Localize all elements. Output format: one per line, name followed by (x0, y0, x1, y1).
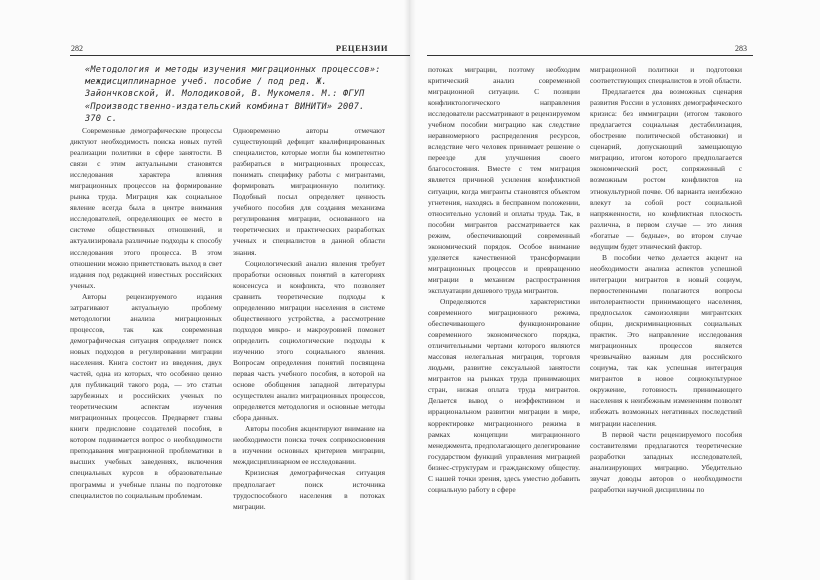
review-heading: «Методология и методы изучения миграционных процессов»: междисциплинарное учеб. пособие / под ред. Ж. Зайончковской, И. Молодиковой, В. Мукомеля. М.: ФГУП «Производственно-издательский комбинат ВИНИТИ» 2007. 370 с. (85, 65, 381, 124)
paragraph: Определяются характеристики современного миграционного режима, обеспечивающего функционирование современного экономического порядка, отличительными чертами которого являются массовая нелегальная миграция, торговля людьми, развитие сексуальной занятости мигрантов на рынках труда принимающих стран, низкая оплата труда мигрантов. Делается вывод о неэффективном и иррациональном развитии миграции в мире, корректировке миграционного режима в рамках концепции миграционного менеджмента, предполагающего делегирование государством функций управления миграцией бизнес-структурам и гражданскому обществу. С нашей точки зрения, здесь уместно добавить социальную работу в сфере (428, 296, 580, 494)
paragraph: Кризисная демографическая ситуация предполагает поиск источника трудоспособного населения в потоках миграции. (233, 468, 385, 511)
paragraph: В пособии четко делается акцент на необходимости анализа аспектов успешной интеграции мигрантов в новый социум, первостепенными полагаются вопросы интолерантности принимающего населения, предпосылок самоизоляции мигрантских общин, дискриминационных социальных практик. Это направление исследования миграционных процессов является чрезвычайно важным для российского социума, так как успешная интеграция мигрантов в новое социокультурное окружение, готовность принимающего населения к неизбежным изменениям позволят избежать возможных негативных последствий миграции населения. (590, 252, 742, 428)
paragraph: Авторы рецензируемого издания затрагивают актуальную проблему методологии анализа миграционных процессов, так как современная демографическая ситуация определяет поиск новых подходов в регулировании миграции населения. Книга состоит из введения, двух частей, одна из которых, что особенно ценно для публикаций такого рода, — это статьи зарубежных и российских ученых по теоретическим аспектам изучения миграционных процессов. Предваряет главы книги предисловие создателей пособия, в котором поднимается вопрос о необходимости преподавания миграционной проблематики в высших учебных заведениях, включения специальных курсов в образовательные программы и учебные планы по подготовке специалистов по социальным проблемам. (70, 291, 222, 500)
section-title: РЕЦЕНЗИИ (335, 43, 389, 53)
paragraph: В первой части рецензируемого пособия составителями предлагаются теоретические разработки западных исследователей, анализирующих миграцию. Убедительно звучат доводы авторов о необходимости разработки научной дисциплины по (590, 429, 742, 494)
right-column-1 (428, 64, 580, 564)
right-page (410, 0, 820, 580)
paragraph: Современные демографические процессы диктуют необходимость поиска новых путей реализации политики в сфере занятости. В связи с этим актуальными становятся исследования характера влияния миграционных процессов на формирование рынка труда. Миграция как социальное явление всегда была в центре внимания исследователей, определяющих ее место в системе общественных отношений, и актуализировала различные подходы к способу исследования этого процесса. В этом отношении можно приветствовать выход в свет издания под редакцией известных российских ученых. (70, 126, 222, 290)
right-column-2 (590, 64, 742, 564)
header-rule-right (427, 55, 753, 56)
page-number-left: 282 (71, 44, 83, 53)
left-column-2 (233, 125, 385, 565)
book-gutter (404, 0, 416, 580)
paragraph: Предлагается два возможных сценария развития России в условиях демографического кризиса: без иммиграции (итогом такового предлагается социальная дестабилизация, обострение политической обстановки) и сценарий, допускающий замещающую миграцию, итогом которого предполагается экономический рост, сопряженный с возможным ростом конфликтов на этнокультурной почве. Об варианта неизбежно влекут за собой рост социальной напряженности, но конфликтная плоскость различна, в первом случае — это линия «богатые — бедные», во втором случае ведущим будет этнический фактор. (590, 87, 742, 251)
paragraph: Одновременно авторы отмечают существующий дефицит квалифицированных специалистов, которые могли бы компетентно разбираться в миграционных процессах, понимать специфику работы с мигрантами, формировать миграционную политику. Подобный посыл определяет ценность учебного пособия для создания механизма регулирования миграции, основанного на теоретических и практических разработках ученых и специалистов в данной области знания. (233, 126, 385, 257)
left-column-1 (70, 125, 222, 565)
paragraph: миграционной политики и подготовки соответствующих специалистов в этой области. (590, 65, 742, 86)
paragraph: потоках миграции, поэтому необходим критический анализ современной миграционной ситуации. С позиции конфликтологического направления исследователи рассматривают в рецензируемом учебном пособии миграцию как следствие неравномерного распределения ресурсов, вследствие чего человек принимает решение о переезде для улучшения своего благосостояния. Вместе с тем миграция является причиной усиления конфликтной ситуации, когда мигранты становятся объектом угнетения, находясь в бесправном положении, относительно условий и оплаты труда. Так, в пособии мигрантов рассматривается как режим, обеспечивающий современный экономический порядок. Особое внимание уделяется качественной трансформации миграционных процессов и превращению миграции в механизм распространения эксплуатации дешевого труда мигрантов. (428, 65, 580, 295)
header-rule-left (70, 55, 412, 56)
paragraph: Социологический анализ явления требует проработки основных понятий в категориях консенсуса и конфликта, что позволяет сравнить теоретические подходы к определению миграции населения в системе общественного устройства, а рассмотрение подходов микро- и макроуровней поможет определить социологические подходы к изучению этого социального явления. Вопросам определения понятий посвящена первая часть учебного пособия, в которой на основе обобщения западной литературы осуществлен анализ миграционных процессов, определяется методология и основные методы сбора данных. (233, 258, 385, 423)
page-number-right: 283 (735, 44, 747, 53)
paragraph: Авторы пособия акцентируют внимание на необходимости поиска точек соприкосновения в изучении основных критериев миграции, междисциплинарном ее исследовании. (233, 424, 385, 467)
